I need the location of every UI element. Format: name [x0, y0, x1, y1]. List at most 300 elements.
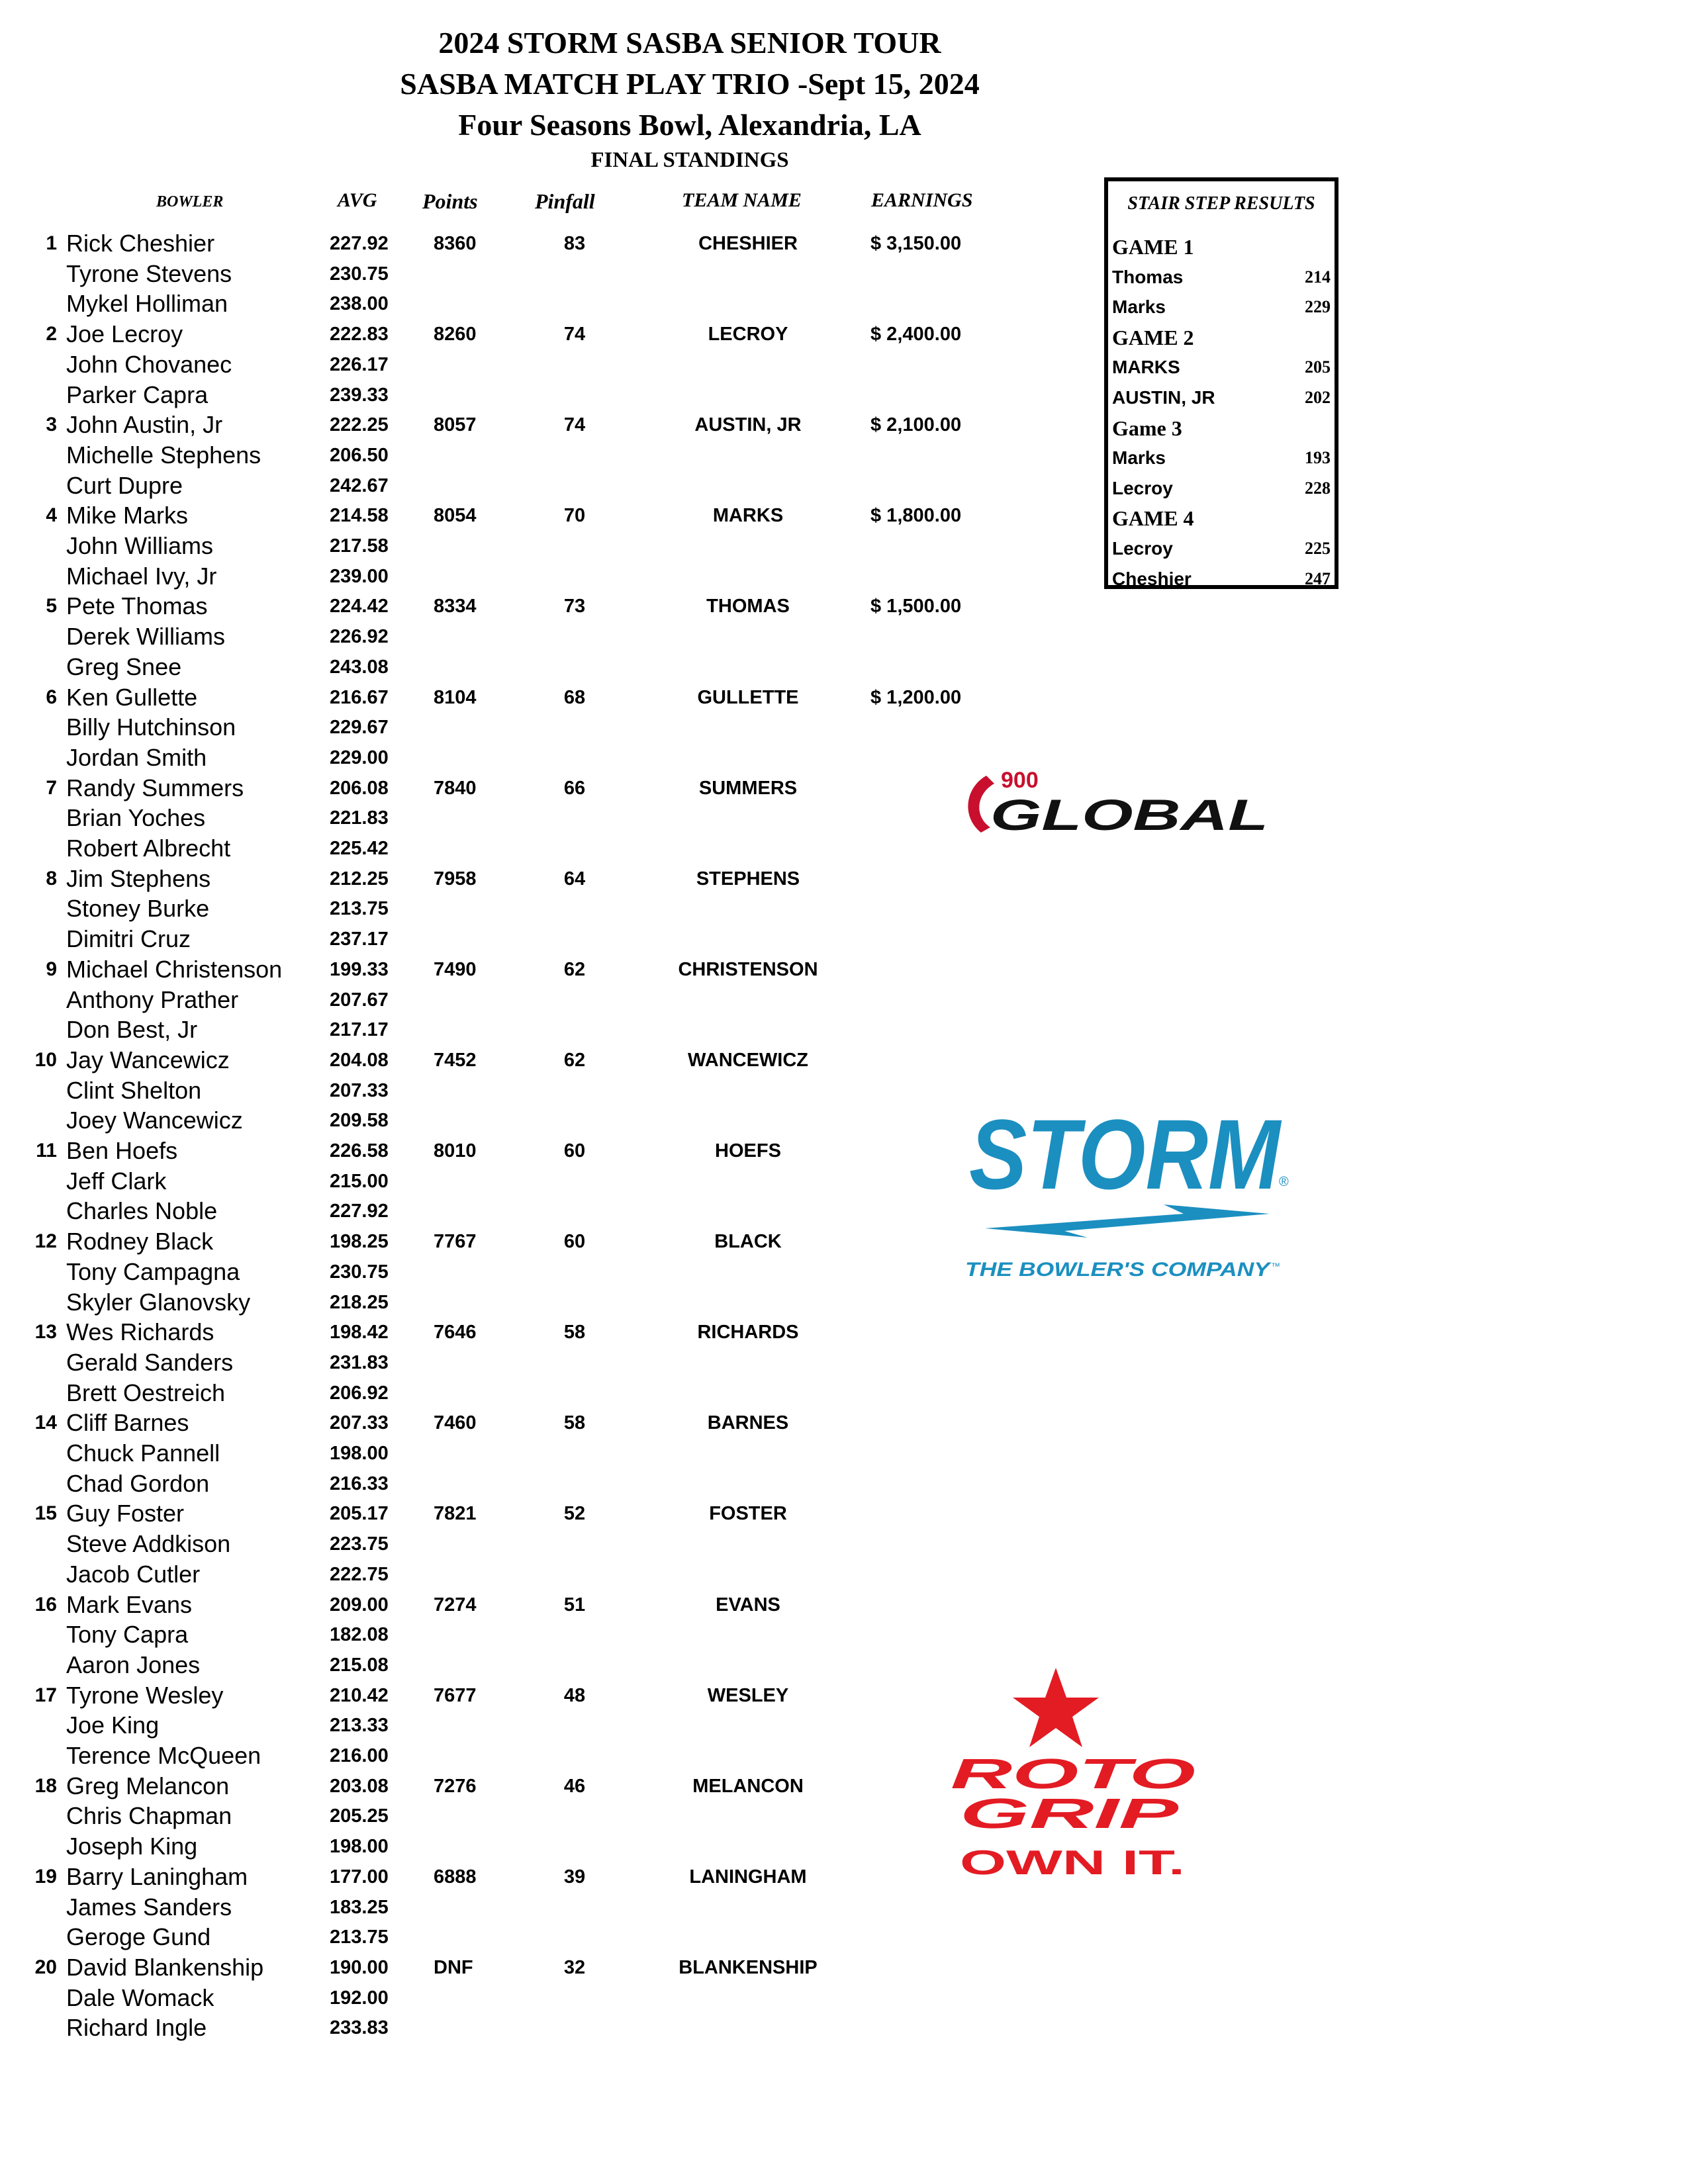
team-name: BLACK	[714, 1231, 782, 1253]
bowler-name: Steve Addkison	[66, 1530, 231, 1558]
bowler-avg: 177.00	[330, 1866, 389, 1888]
rank-cell: 9	[46, 958, 57, 980]
bowler-name: Curt Dupre	[66, 471, 183, 499]
team-name: THOMAS	[706, 596, 790, 617]
bowler-avg: 237.17	[330, 929, 389, 950]
bowler-name: Guy Foster	[66, 1500, 185, 1527]
bowler-avg: 226.17	[330, 353, 389, 375]
team-points: DNF	[434, 1956, 473, 1978]
bowler-avg: 229.00	[330, 747, 389, 768]
global-logo-number: 900	[1001, 768, 1039, 793]
900-global-logo	[961, 761, 1286, 841]
stair-game-label: GAME 4	[1112, 506, 1194, 531]
bowler-name: Tyrone Stevens	[66, 259, 232, 287]
rank-cell: 16	[34, 1593, 57, 1615]
bowler-name: Derek Williams	[66, 623, 226, 651]
bowler-avg: 239.00	[330, 565, 389, 587]
team-member-row	[0, 1741, 1006, 1771]
bowler-name: Barry Laningham	[66, 1862, 248, 1890]
team-pinfall: 66	[563, 777, 586, 799]
team-name: MARKS	[712, 505, 784, 527]
team-points: 8260	[434, 324, 477, 345]
bowler-avg: 224.42	[330, 596, 389, 617]
bowler-avg: 227.92	[330, 1201, 389, 1222]
team-member-row	[0, 1469, 1006, 1499]
team-name: BLANKENSHIP	[679, 1956, 818, 1978]
team-name: RICHARDS	[697, 1322, 799, 1343]
stair-result-score: 205	[1305, 357, 1331, 377]
team-pinfall: 58	[563, 1412, 586, 1434]
bowler-avg: 207.67	[330, 989, 389, 1011]
bowler-name: Skyler Glanovsky	[66, 1288, 251, 1316]
bowler-name: Stoney Burke	[66, 895, 210, 923]
team-pinfall: 74	[563, 324, 586, 345]
team-member-row	[0, 1619, 1006, 1650]
col-header-pinfall: Pinfall	[535, 189, 595, 213]
team-lead-row	[0, 1045, 1006, 1075]
bowler-name: Michelle Stephens	[66, 441, 261, 469]
rank-cell: 10	[34, 1048, 57, 1071]
stair-game-label: Game 3	[1112, 416, 1182, 440]
team-points: 7840	[434, 777, 477, 799]
bowler-name: Jacob Cutler	[66, 1560, 201, 1588]
bowler-name: Geroge Gund	[66, 1923, 211, 1951]
team-pinfall: 39	[563, 1866, 586, 1888]
rank-cell: 15	[34, 1502, 57, 1525]
bowler-name: Robert Albrecht	[66, 835, 231, 862]
bowler-avg: 198.00	[330, 1443, 389, 1464]
team-points: 7460	[434, 1412, 477, 1434]
bowler-name: Greg Snee	[66, 653, 182, 680]
bowler-avg: 199.33	[330, 958, 389, 980]
bowler-name: Tony Capra	[66, 1621, 189, 1649]
bowler-name: Parker Capra	[66, 381, 209, 408]
storm-logo-mark	[965, 1099, 1289, 1284]
rank-cell: 4	[46, 504, 57, 527]
stair-result-score: 228	[1305, 478, 1331, 498]
roto-grip-tagline: OWN IT.	[960, 1844, 1185, 1882]
team-lead-row	[0, 1136, 1006, 1166]
stair-result-row	[1112, 292, 1331, 322]
team-member-row	[0, 259, 1006, 289]
team-pinfall: 70	[563, 505, 586, 527]
team-lead-row	[0, 1226, 1006, 1257]
bowler-name: Michael Christenson	[66, 955, 283, 983]
bowler-avg: 206.92	[330, 1382, 389, 1404]
bowler-name: Tony Campagna	[66, 1257, 240, 1285]
bowler-avg: 233.83	[330, 2017, 389, 2039]
bowler-avg: 230.75	[330, 263, 389, 285]
team-name: HOEFS	[715, 1140, 781, 1161]
team-lead-row	[0, 500, 1006, 531]
team-points: 7677	[434, 1684, 477, 1706]
bowler-avg: 209.58	[330, 1110, 389, 1132]
bowler-avg: 192.00	[330, 1987, 389, 2009]
bowler-name: Anthony Prather	[66, 985, 239, 1013]
team-member-row	[0, 380, 1006, 410]
bowler-name: Jim Stephens	[66, 864, 211, 892]
team-member-row	[0, 712, 1006, 743]
team-member-row	[0, 440, 1006, 471]
rank-cell: 14	[34, 1412, 57, 1434]
team-member-row	[0, 893, 1006, 924]
bowler-avg: 222.83	[330, 324, 389, 345]
global-logo-word: GLOBAL	[990, 790, 1268, 839]
team-name: MELANCON	[692, 1775, 804, 1797]
team-member-row	[0, 1529, 1006, 1559]
bowler-name: Billy Hutchinson	[66, 713, 236, 741]
bowler-avg: 212.25	[330, 868, 389, 889]
bowler-name: Chris Chapman	[66, 1802, 232, 1830]
col-header-points: Points	[422, 189, 478, 213]
bowler-avg: 221.83	[330, 807, 389, 829]
stair-result-name: Cheshier	[1112, 568, 1192, 589]
team-name: AUSTIN, JR	[694, 414, 802, 436]
team-member-row	[0, 985, 1006, 1015]
roto-grip-logo-mark	[940, 1661, 1218, 1886]
title-line-3: Four Seasons Bowl, Alexandria, LA	[458, 108, 921, 142]
stair-result-name: Marks	[1112, 296, 1166, 318]
stair-game-label-row	[1112, 413, 1331, 443]
bowler-avg: 218.25	[330, 1291, 389, 1313]
rank-cell: 6	[46, 686, 57, 708]
team-lead-row	[0, 1498, 1006, 1529]
bowler-name: Richard Ingle	[66, 2014, 207, 2042]
bowler-name: Pete Thomas	[66, 592, 208, 620]
team-pinfall: 83	[563, 233, 586, 254]
team-lead-row	[0, 1680, 1006, 1711]
rank-cell: 19	[34, 1865, 57, 1888]
stair-result-score: 193	[1305, 448, 1331, 468]
team-pinfall: 73	[563, 596, 586, 617]
stair-result-row	[1112, 533, 1331, 564]
stair-result-row	[1112, 352, 1331, 383]
team-pinfall: 74	[563, 414, 586, 436]
bowler-avg: 183.25	[330, 1896, 389, 1918]
team-earnings: $ 1,200.00	[870, 686, 962, 708]
bowler-name: Mykel Holliman	[66, 290, 228, 318]
rank-cell: 17	[34, 1684, 57, 1706]
stair-game-label-row	[1112, 322, 1331, 353]
storm-logo	[965, 1099, 1289, 1284]
stair-result-name: Thomas	[1112, 266, 1184, 287]
bowler-avg: 204.08	[330, 1049, 389, 1071]
bowler-name: Randy Summers	[66, 774, 244, 801]
team-points: 7276	[434, 1775, 477, 1797]
rank-cell: 2	[46, 323, 57, 345]
stair-result-row	[1112, 383, 1331, 413]
stair-result-name: MARKS	[1112, 357, 1180, 378]
bowler-name: Terence McQueen	[66, 1742, 261, 1769]
team-lead-row	[0, 1317, 1006, 1347]
bowler-name: Joseph King	[66, 1833, 198, 1860]
rank-cell: 8	[46, 867, 57, 889]
col-header-team-name: TEAM NAME	[682, 189, 802, 211]
stair-result-row	[1112, 443, 1331, 473]
bowler-name: Chad Gordon	[66, 1469, 210, 1497]
bowler-name: Joey Wancewicz	[66, 1107, 243, 1134]
team-points: 8334	[434, 596, 477, 617]
bowler-name: Mike Marks	[66, 502, 189, 529]
bowler-name: James Sanders	[66, 1893, 232, 1921]
team-points: 8054	[434, 505, 477, 527]
team-name: BARNES	[707, 1412, 789, 1434]
bowler-avg: 207.33	[330, 1079, 389, 1101]
900-global-logo-mark	[961, 761, 1286, 841]
stair-result-score: 225	[1305, 539, 1331, 558]
roto-grip-word-grip: GRIP	[960, 1790, 1179, 1837]
team-pinfall: 32	[563, 1956, 586, 1978]
team-lead-row	[0, 773, 1006, 803]
storm-logo-word: STORM	[969, 1099, 1282, 1210]
bowler-avg: 209.00	[330, 1594, 389, 1615]
bowler-avg: 222.25	[330, 414, 389, 436]
team-earnings: $ 1,500.00	[870, 596, 962, 617]
bowler-avg: 214.58	[330, 505, 389, 527]
stair-result-row	[1112, 473, 1331, 504]
roto-grip-logo	[940, 1661, 1218, 1886]
team-member-row	[0, 1922, 1006, 1952]
team-pinfall: 48	[563, 1684, 586, 1706]
team-points: 8104	[434, 686, 477, 708]
bowler-name: Greg Melancon	[66, 1772, 230, 1799]
bowler-avg: 217.17	[330, 1019, 389, 1041]
bowler-name: Clint Shelton	[66, 1076, 202, 1104]
team-lead-row	[0, 319, 1006, 349]
team-name: GULLETTE	[697, 686, 799, 708]
stair-game-label-row	[1112, 503, 1331, 533]
team-member-row	[0, 1257, 1006, 1287]
team-pinfall: 68	[563, 686, 586, 708]
team-member-row	[0, 1831, 1006, 1862]
team-lead-row	[0, 410, 1006, 440]
stair-result-row	[1112, 262, 1331, 293]
team-lead-row	[0, 1771, 1006, 1801]
stair-result-name: Lecroy	[1112, 538, 1173, 559]
bowler-avg: 217.58	[330, 535, 389, 557]
stair-result-score: 214	[1305, 267, 1331, 287]
bowler-avg: 238.00	[330, 293, 389, 315]
bowler-avg: 210.42	[330, 1684, 389, 1706]
stair-step-title: STAIR STEP RESULTS	[1127, 193, 1315, 214]
team-member-row	[0, 1378, 1006, 1408]
team-member-row	[0, 1438, 1006, 1469]
bowler-avg: 231.83	[330, 1351, 389, 1373]
rank-cell: 13	[34, 1321, 57, 1343]
bowler-avg: 216.33	[330, 1473, 389, 1494]
roto-grip-word-roto: ROTO	[951, 1750, 1196, 1797]
svg-text:®: ®	[1279, 1175, 1289, 1189]
bowler-avg: 229.67	[330, 717, 389, 739]
bowler-name: Jay Wancewicz	[66, 1046, 230, 1073]
rank-cell: 20	[34, 1956, 57, 1978]
bowler-avg: 206.50	[330, 444, 389, 466]
bowler-name: Don Best, Jr	[66, 1016, 198, 1044]
title-line-1: 2024 STORM SASBA SENIOR TOUR	[438, 26, 941, 60]
team-member-row	[0, 1650, 1006, 1680]
team-earnings: $ 3,150.00	[870, 233, 962, 254]
team-member-row	[0, 2013, 1006, 2043]
bowler-name: Rodney Black	[66, 1228, 214, 1255]
bowler-name: Jeff Clark	[66, 1167, 167, 1195]
team-member-row	[0, 924, 1006, 954]
rank-cell: 7	[46, 776, 57, 799]
bowler-name: Dimitri Cruz	[66, 925, 191, 953]
team-member-row	[0, 349, 1006, 380]
team-name: LANINGHAM	[689, 1866, 807, 1888]
team-member-row	[0, 833, 1006, 864]
bowler-avg: 213.75	[330, 898, 389, 920]
bowler-name: Charles Noble	[66, 1197, 218, 1225]
team-member-row	[0, 621, 1006, 652]
stair-result-score: 247	[1305, 569, 1331, 588]
team-points: 7452	[434, 1049, 477, 1071]
rank-cell: 11	[36, 1140, 57, 1161]
bowler-avg: 216.67	[330, 686, 389, 708]
team-pinfall: 60	[563, 1231, 586, 1253]
bowler-name: Chuck Pannell	[66, 1439, 220, 1467]
bowler-avg: 222.75	[330, 1563, 389, 1585]
team-lead-row	[0, 682, 1006, 713]
bowler-avg: 203.08	[330, 1775, 389, 1797]
team-pinfall: 62	[563, 958, 586, 980]
team-lead-row	[0, 1408, 1006, 1438]
team-member-row	[0, 1166, 1006, 1197]
team-lead-row	[0, 228, 1006, 259]
stair-game-label: GAME 2	[1112, 325, 1194, 349]
team-member-row	[0, 1801, 1006, 1831]
stair-step-results-box	[1104, 177, 1338, 589]
bowler-avg: 223.75	[330, 1533, 389, 1555]
bowler-name: Dale Womack	[66, 1983, 214, 2011]
stair-result-row	[1112, 564, 1331, 594]
team-lead-row	[0, 1590, 1006, 1620]
bowler-name: Joe King	[66, 1711, 160, 1739]
storm-logo-trademark: ™	[1271, 1261, 1280, 1271]
bowler-avg: 225.42	[330, 838, 389, 859]
bowler-name: Gerald Sanders	[66, 1348, 234, 1376]
team-points: 8010	[434, 1140, 477, 1161]
team-earnings: $ 2,400.00	[870, 324, 962, 345]
team-member-row	[0, 1559, 1006, 1590]
bowler-avg: 226.58	[330, 1140, 389, 1161]
bowler-avg: 230.75	[330, 1261, 389, 1283]
team-member-row	[0, 531, 1006, 561]
team-pinfall: 52	[563, 1503, 586, 1525]
col-header-earnings: EARNINGS	[871, 189, 973, 211]
stair-game-label: GAME 1	[1112, 235, 1194, 259]
team-earnings: $ 1,800.00	[870, 505, 962, 527]
bowler-name: Wes Richards	[66, 1318, 214, 1346]
bowler-avg: 207.33	[330, 1412, 389, 1434]
team-points: 7490	[434, 958, 477, 980]
team-points: 7767	[434, 1231, 477, 1253]
col-header-avg: AVG	[338, 189, 377, 211]
team-member-row	[0, 471, 1006, 501]
bowler-name: Rick Cheshier	[66, 230, 215, 257]
rank-cell: 12	[34, 1230, 57, 1253]
team-name: WANCEWICZ	[687, 1049, 809, 1071]
team-pinfall: 62	[563, 1049, 586, 1071]
team-member-row	[0, 1287, 1006, 1318]
bowler-name: David Blankenship	[66, 1953, 264, 1981]
team-member-row	[0, 1892, 1006, 1923]
team-lead-row	[0, 864, 1006, 894]
team-points: 7646	[434, 1322, 477, 1343]
team-name: FOSTER	[709, 1503, 787, 1525]
team-member-row	[0, 1347, 1006, 1378]
bowler-name: Michael Ivy, Jr	[66, 562, 217, 590]
team-points: 7821	[434, 1503, 477, 1525]
team-lead-row	[0, 954, 1006, 985]
team-pinfall: 46	[563, 1775, 586, 1797]
team-lead-row	[0, 1952, 1006, 1983]
bowler-name: Mark Evans	[66, 1590, 193, 1618]
team-name: EVANS	[716, 1594, 780, 1615]
team-name: SUMMERS	[698, 777, 798, 799]
storm-logo-tagline: THE BOWLER'S COMPANY	[965, 1259, 1272, 1281]
team-member-row	[0, 1710, 1006, 1741]
bowler-name: Ken Gullette	[66, 683, 198, 711]
rank-cell: 5	[46, 595, 57, 617]
bowler-avg: 213.33	[330, 1715, 389, 1737]
team-pinfall: 64	[563, 868, 586, 889]
bowler-avg: 198.00	[330, 1836, 389, 1858]
bowler-avg: 205.17	[330, 1503, 389, 1525]
team-member-row	[0, 1075, 1006, 1106]
bowler-name: John Austin, Jr	[66, 411, 223, 439]
stair-result-score: 202	[1305, 388, 1331, 407]
team-member-row	[0, 1105, 1006, 1136]
team-points: 6888	[434, 1866, 477, 1888]
bowler-name: John Williams	[66, 532, 214, 559]
bowler-avg: 182.08	[330, 1624, 389, 1646]
team-lead-row	[0, 1862, 1006, 1892]
team-points: 8057	[434, 414, 477, 436]
bowler-avg: 226.92	[330, 626, 389, 648]
bowler-name: Joe Lecroy	[66, 320, 183, 348]
team-member-row	[0, 652, 1006, 682]
bowler-avg: 198.42	[330, 1322, 389, 1343]
final-standings-label: FINAL STANDINGS	[590, 148, 789, 172]
bowler-name: John Chovanec	[66, 350, 232, 378]
bowler-avg: 215.00	[330, 1170, 389, 1192]
team-name: WESLEY	[707, 1684, 789, 1706]
team-name: CHRISTENSON	[678, 958, 818, 980]
team-member-row	[0, 561, 1006, 592]
rank-cell: 18	[34, 1774, 57, 1797]
team-member-row	[0, 1196, 1006, 1226]
bowler-avg: 215.08	[330, 1654, 389, 1676]
team-member-row	[0, 1983, 1006, 2013]
team-earnings: $ 2,100.00	[870, 414, 962, 436]
stair-game-label-row	[1112, 232, 1331, 262]
team-member-row	[0, 743, 1006, 773]
bowler-avg: 243.08	[330, 656, 389, 678]
bowler-avg: 206.08	[330, 777, 389, 799]
bowler-name: Brett Oestreich	[66, 1379, 226, 1406]
team-pinfall: 58	[563, 1322, 586, 1343]
bowler-avg: 216.00	[330, 1745, 389, 1766]
team-name: LECROY	[708, 324, 788, 345]
bowler-name: Aaron Jones	[66, 1651, 201, 1678]
team-name: CHESHIER	[698, 233, 798, 254]
title-line-2: SASBA MATCH PLAY TRIO -Sept 15, 2024	[400, 67, 980, 101]
bowler-name: Brian Yoches	[66, 804, 206, 832]
team-lead-row	[0, 591, 1006, 621]
bowler-avg: 198.25	[330, 1231, 389, 1253]
stair-result-score: 229	[1305, 297, 1331, 317]
